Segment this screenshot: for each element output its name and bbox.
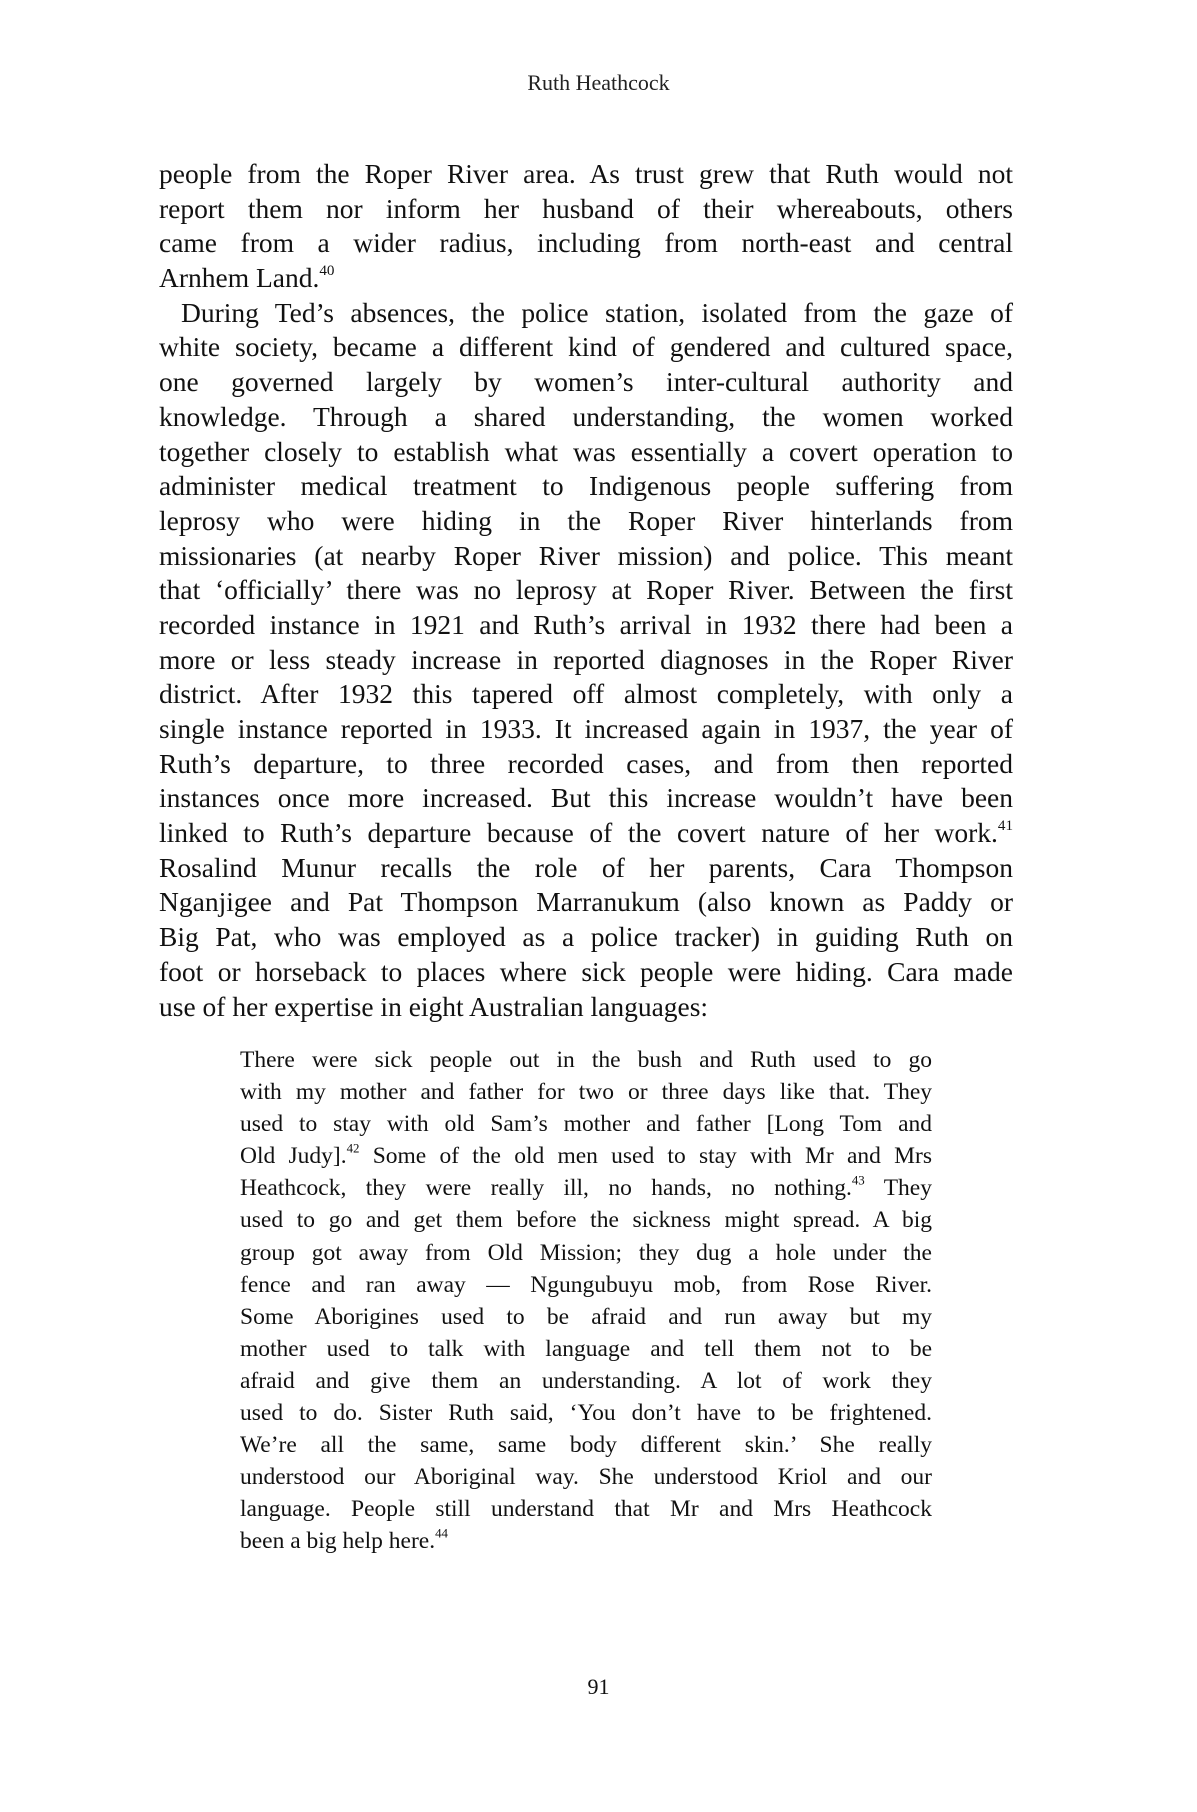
body-line: single instance reported in 1933. It increased again in 1937, the year of (159, 713, 1013, 744)
body-line: report them nor inform her husband of their whereabouts, others (159, 192, 1013, 224)
quote-line: understood our Aboriginal way. She understood Kriol and our (240, 1464, 932, 1491)
footnote-ref[interactable]: 41 (997, 817, 1013, 834)
quote-line: with my mother and father for two or three days like that. They (240, 1079, 932, 1106)
body-line: that ‘officially’ there was no leprosy at Roper River. Between the first (159, 574, 1013, 606)
quote-line: used to go and get them before the sickness might spread. A big (240, 1207, 932, 1234)
body-line: knowledge. Through a shared understanding, the women worked (159, 400, 1013, 432)
quote-line: mother used to talk with language and tell them not to be (240, 1335, 932, 1362)
body-line: missionaries (at nearby Roper River mission) and police. This meant (159, 539, 1013, 571)
body-line: Big Pat, who was employed as a police tracker) in guiding Ruth on (159, 921, 1013, 953)
quote-line: There were sick people out in the bush and Ruth used to go (240, 1047, 932, 1073)
footnote-ref[interactable]: 44 (435, 1526, 448, 1542)
body-line: district. After 1932 this tapered off almost completely, with only a (159, 678, 1013, 710)
body-line: recorded instance in 1921 and Ruth’s arrival in 1932 there had been a (159, 608, 1013, 640)
body-line: white society, became a different kind of gendered and cultured space, (159, 331, 1013, 363)
body-line: Rosalind Munur recalls the role of her parents, Cara Thompson (159, 851, 1013, 883)
body-line: Ruth’s departure, to three recorded cases, and from then reported (159, 747, 1013, 779)
body-line: instances once more increased. But this increase wouldn’t have been (159, 782, 1013, 814)
body-line: leprosy who were hiding in the Roper River hinterlands from (159, 504, 1013, 536)
footnote-ref[interactable]: 43 (851, 1173, 865, 1189)
quote-line: Some Aborigines used to be afraid and run away but my (240, 1303, 932, 1330)
quote-line: group got away from Old Mission; they dug a hole under the (240, 1239, 932, 1266)
quote-line: Heathcock, they were really ill, no hands, no nothing.$^{43}$ They (240, 1173, 932, 1202)
body-line: Nganjigee and Pat Thompson Marranukum (also known as Paddy or (159, 886, 1013, 918)
quote-line: fence and ran away — Ngungubuyu mob, from Rose River. (240, 1271, 932, 1298)
page-number: 91 (587, 1674, 610, 1699)
body-line: linked to Ruth’s departure because of the covert nature of her work.$^{41}$ (159, 817, 1013, 849)
quote-line: been a big help here.$^{44}$ (240, 1526, 448, 1555)
quote-line: Old Judy].$^{42}$ Some of the old men used to stay with Mr and Mrs (240, 1140, 932, 1170)
body-line: Arnhem Land.$^{40}$ (159, 262, 335, 294)
body-text (159, 157, 1013, 1024)
body-line: together closely to establish what was essentially a covert operation to (159, 435, 1013, 467)
quote-line: afraid and give them an understanding. A lot of work they (240, 1367, 932, 1394)
body-line: During Ted’s absences, the police station, isolated from the gaze of (181, 296, 1013, 328)
body-line: foot or horseback to places where sick people were hiding. Cara made (159, 955, 1013, 987)
body-line: use of her expertise in eight Australian languages: (159, 990, 709, 1022)
running-head: Ruth Heathcock (527, 70, 670, 95)
quote-line: used to do. Sister Ruth said, ‘You don’t have to be frightened. (240, 1400, 932, 1427)
body-line: one governed largely by women’s inter-cultural authority and (159, 366, 1013, 398)
footnote-ref[interactable]: 40 (319, 262, 335, 279)
footnote-ref[interactable]: 42 (346, 1140, 360, 1156)
body-line: more or less steady increase in reported diagnoses in the Roper River (159, 643, 1013, 675)
body-line: administer medical treatment to Indigenous people suffering from (159, 470, 1013, 502)
body-line: came from a wider radius, including from north-east and central (159, 227, 1013, 259)
quote-line: We’re all the same, same body different skin.’ She really (240, 1432, 932, 1459)
quote-line: language. People still understand that Mr and Mrs Heathcock (240, 1496, 932, 1523)
body-line: people from the Roper River area. As trust grew that Ruth would not (159, 158, 1013, 189)
block-quote (240, 1044, 932, 1558)
quote-line: used to stay with old Sam’s mother and father [Long Tom and (240, 1111, 932, 1138)
